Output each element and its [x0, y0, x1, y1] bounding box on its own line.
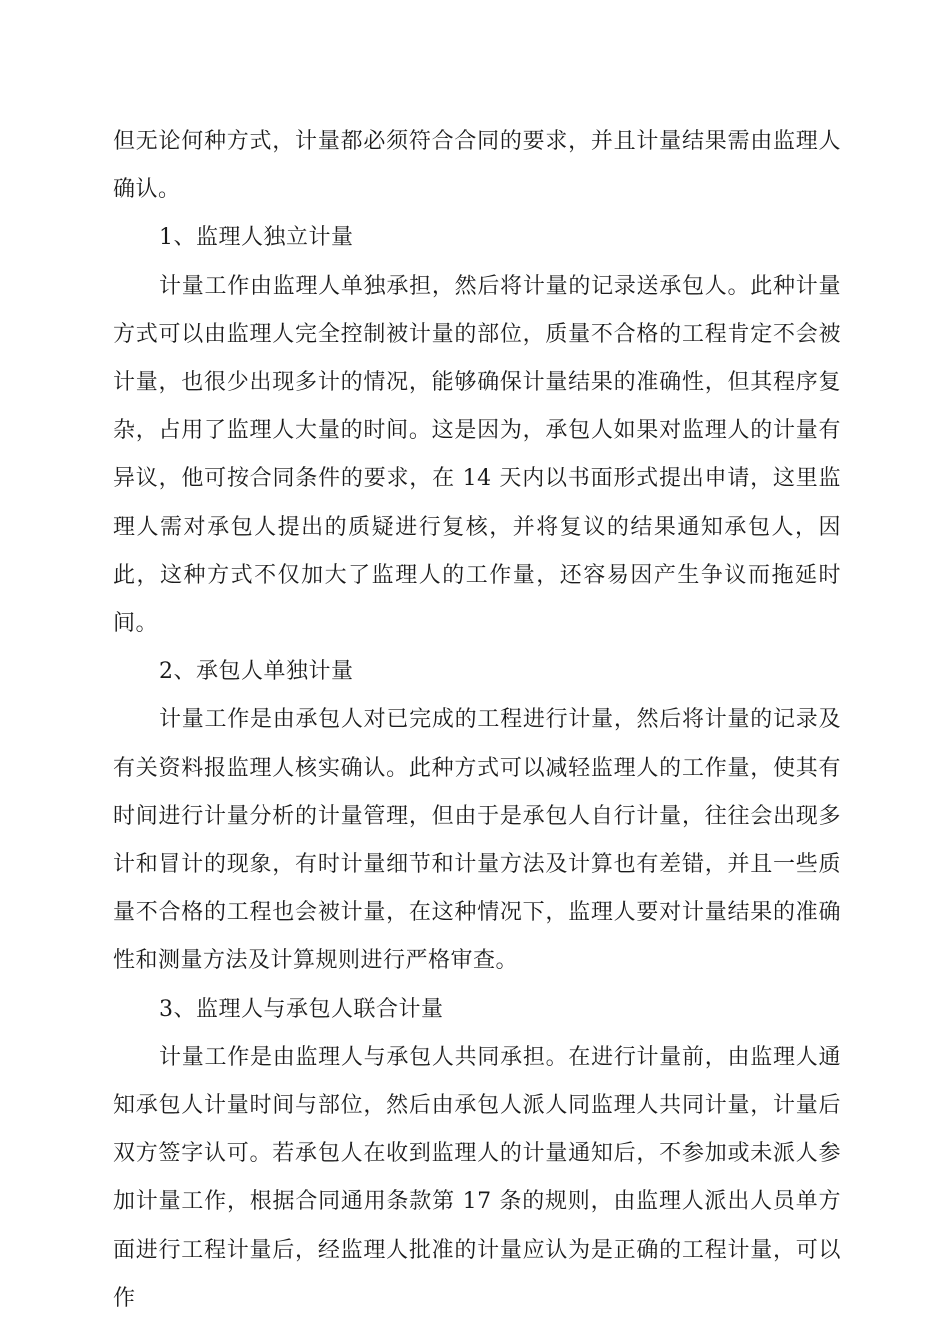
intro-paragraph: 但无论何种方式，计量都必须符合合同的要求，并且计量结果需由监理人确认。 [113, 129, 841, 203]
section-paragraph-3: 计量工作是由监理人与承包人共同承担。在进行计量前，由监理人通知承包人计量时间与部位，然后由承包人派人同监理人共同计量，计量后双方签字认可。若承包人在收到监理人的计量通知后，不参加或未派人参加计量工作，根据合同通用条款第 17 条的规则，由监理人派出人员单方面进行工程计量后，经监理人批准的计量应认为是正确的工程计量，可以作 [113, 1044, 841, 1311]
document-body [113, 118, 841, 1323]
section-heading-3: 3、监理人与承包人联合计量 [159, 996, 444, 1022]
section-paragraph-2: 计量工作是由承包人对已完成的工程进行计量，然后将计量的记录及有关资料报监理人核实确认。此种方式可以减轻监理人的工作量，使其有时间进行计量分析的计量管理，但由于是承包人自行计量，往往会出现多计和冒计的现象，有时计量细节和计量方法及计算也有差错，并且一些质量不合格的工程也会被计量，在这种情况下，监理人要对计量结果的准确性和测量方法及计算规则进行严格审查。 [113, 707, 841, 974]
section-heading-1: 1、监理人独立计量 [159, 225, 354, 251]
section-paragraph-1: 计量工作由监理人单独承担，然后将计量的记录送承包人。此种计量方式可以由监理人完全控制被计量的部位，质量不合格的工程肯定不会被计量，也很少出现多计的情况，能够确保计量结果的准确性，但其程序复杂，占用了监理人大量的时间。这是因为，承包人如果对监理人的计量有异议，他可按合同条件的要求，在 14 天内以书面形式提出申请，这里监理人需对承包人提出的质疑进行复核，并将复议的结果通知承包人，因此，这种方式不仅加大了监理人的工作量，还容易因产生争议而拖延时间。 [113, 273, 841, 637]
section-heading-2: 2、承包人单独计量 [159, 659, 354, 685]
